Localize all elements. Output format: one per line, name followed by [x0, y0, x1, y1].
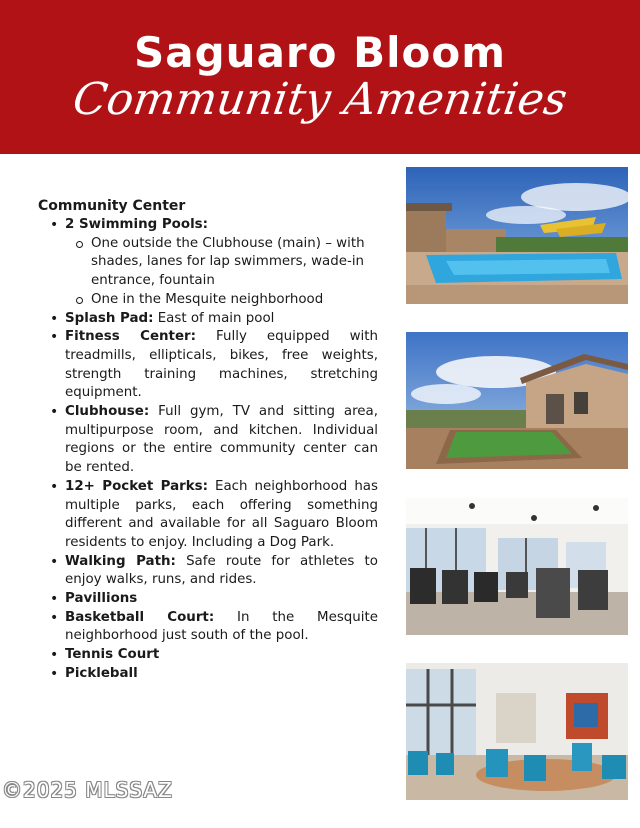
item-label: Pavillions: [65, 591, 138, 607]
list-item: [65, 328, 378, 403]
item-text: In the Mesquite neighborhood just south of the pool.: [65, 609, 378, 644]
item-text: Fully equipped with treadmills, ellipticals, bikes, free weights, strength training machines, stretching equipment.: [65, 329, 378, 401]
item-label: 12+ Pocket Parks:: [65, 478, 208, 494]
item-label: Walking Path:: [65, 553, 176, 569]
item-label: Fitness Center:: [65, 329, 197, 345]
item-label: Splash Pad:: [65, 310, 154, 326]
sub-list-item: One in the Mesquite neighborhood: [91, 291, 378, 310]
item-label: Basketball Court:: [65, 609, 215, 625]
list-item: [65, 590, 378, 609]
item-label: Clubhouse:: [65, 404, 150, 420]
pool-photo: [406, 167, 628, 304]
item-label: Pickleball: [65, 665, 138, 681]
fitness-center-photo: [406, 498, 628, 635]
item-label: Tennis Court: [65, 647, 160, 663]
item-text: Safe route for athletes to enjoy walks, runs, and rides.: [65, 553, 378, 588]
sub-list-item: One outside the Clubhouse (main) – with shades, lanes for lap swimmers, wade-in entrance, fountain: [91, 235, 378, 291]
list-item: [65, 310, 378, 329]
list-item: [65, 403, 378, 478]
list-item: [65, 609, 378, 646]
list-item: [65, 646, 378, 665]
section-heading: Community Center: [38, 198, 186, 214]
item-text: Each neighborhood has multiple parks, each offering something different and available for all Saguaro Bloom residents to enjoy. Including a Dog Park.: [65, 478, 378, 550]
item-label: 2 Swimming Pools:: [65, 217, 208, 232]
item-text: Full gym, TV and sitting area, multipurpose room, and kitchen. Individual regions or the entire community center can be rented.: [65, 404, 378, 476]
lounge-photo: [406, 663, 628, 800]
copyright-watermark: ©2025 MLSSAZ: [2, 778, 173, 802]
list-item: [65, 665, 378, 684]
item-text: East of main pool: [157, 310, 275, 326]
bocce-court-photo: [406, 332, 628, 469]
header-banner: [0, 0, 640, 154]
list-item: [65, 553, 378, 590]
page-title: Saguaro Bloom: [134, 28, 506, 77]
list-item: [65, 216, 378, 310]
list-item: [65, 478, 378, 553]
amenities-list: [38, 197, 378, 684]
page-subtitle: Community Amenities: [69, 74, 571, 125]
